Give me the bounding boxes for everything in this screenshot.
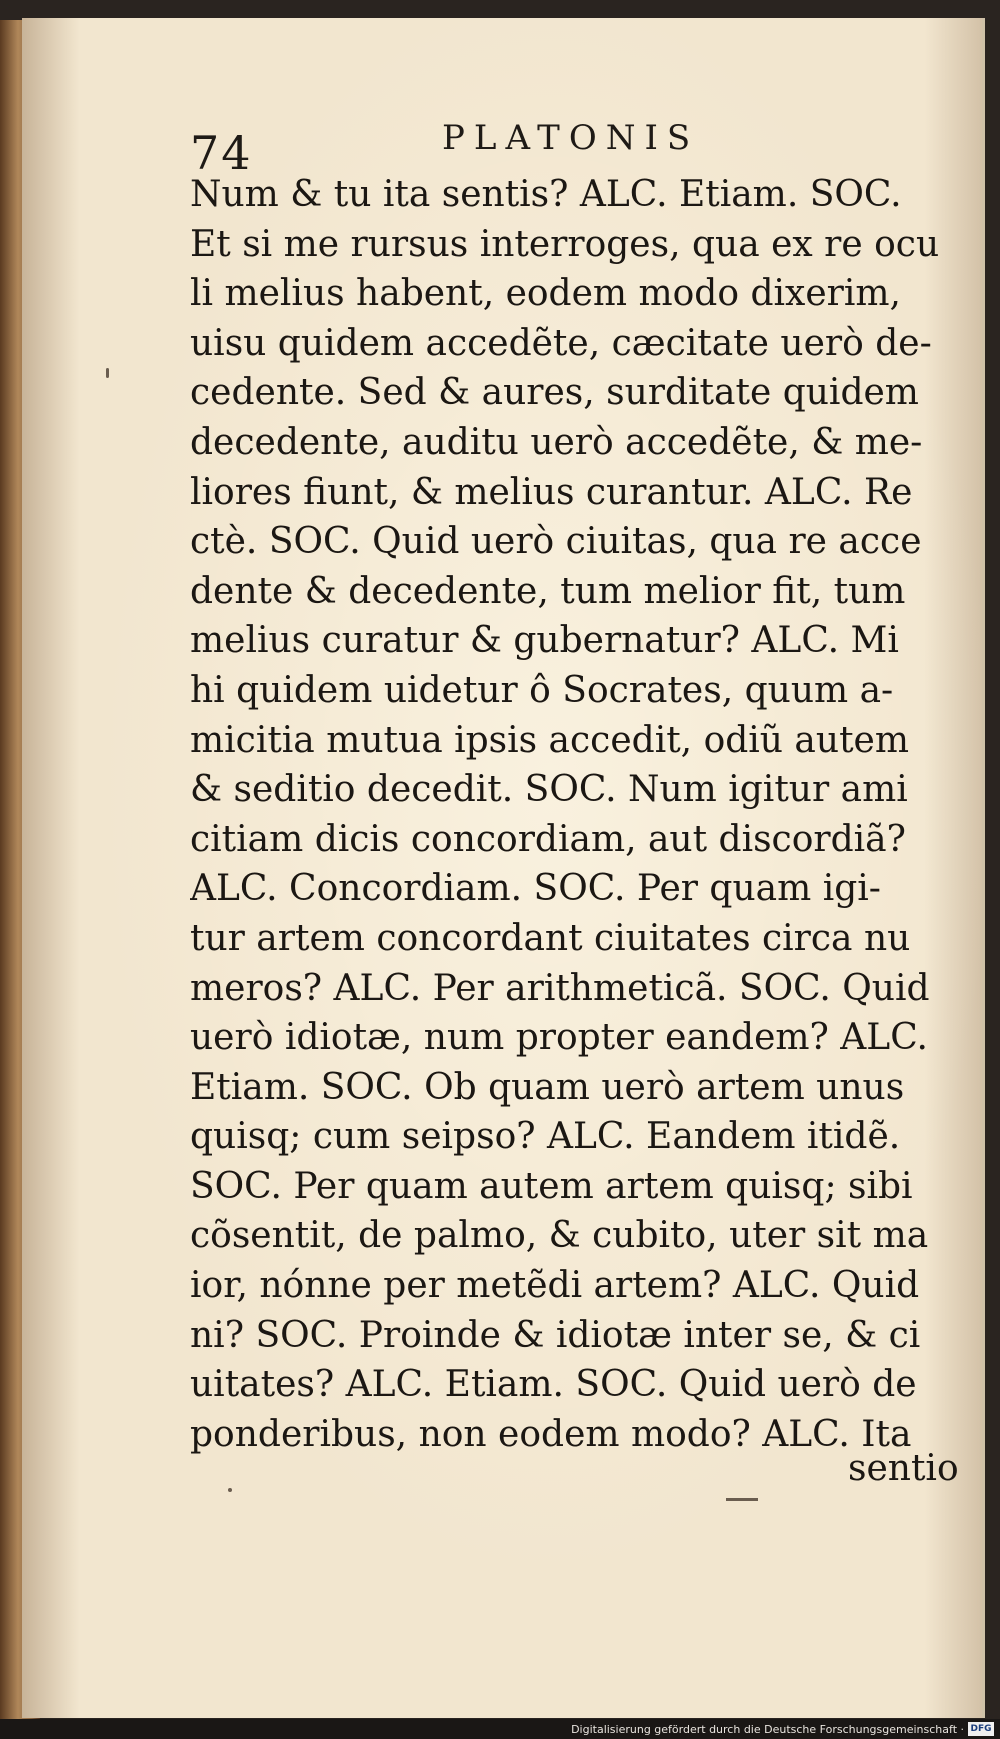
text-line: ni? SOC. Proinde & idiotæ inter se, & ci xyxy=(190,1314,921,1356)
text-line: meros? ALC. Per arithmeticã. SOC. Quid xyxy=(190,967,930,1009)
text-line: cõsentit, de palmo, & cubito, uter sit ma xyxy=(190,1215,929,1257)
text-line: ior, nónne per metẽdi artem? ALC. Quid xyxy=(190,1265,920,1307)
text-line: hi quidem uidetur ô Socrates, quum a- xyxy=(190,669,894,711)
text-line: citiam dicis concordiam, aut discordiã? xyxy=(190,818,906,860)
text-line: uerò idiotæ, num propter eandem? ALC. xyxy=(190,1017,928,1059)
text-line: quisq; cum seipso? ALC. Eandem itidẽ. xyxy=(190,1116,901,1158)
text-line: ponderibus, non eodem modo? ALC. Ita xyxy=(190,1413,912,1455)
text-line: SOC. Per quam autem artem quisq; sibi xyxy=(190,1165,913,1207)
text-line: decedente, auditu uerò accedẽte, & me- xyxy=(190,421,923,463)
text-line: Et si me rursus interroges, qua ex re ocu xyxy=(190,223,940,265)
ink-mark xyxy=(726,1498,758,1501)
text-line: uitates? ALC. Etiam. SOC. Quid uerò de xyxy=(190,1364,917,1406)
text-line: melius curatur & gubernatur? ALC. Mi xyxy=(190,620,899,662)
text-line: li melius habent, eodem modo dixerim, xyxy=(190,273,901,315)
ink-dot xyxy=(228,1488,232,1492)
text-line: Num & tu ita sentis? ALC. Etiam. SOC. xyxy=(190,174,902,215)
text-line: liores fiunt, & melius curantur. ALC. Re xyxy=(190,471,913,513)
text-line: tur artem concordant ciuitates circa nu xyxy=(190,917,911,959)
text-line: dente & decedente, tum melior fit, tum xyxy=(190,570,906,612)
text-line: cedente. Sed & aures, surditate quidem xyxy=(190,372,919,414)
catchword: sentio xyxy=(848,1448,959,1489)
text-block xyxy=(190,170,970,1459)
text-line: ALC. Concordiam. SOC. Per quam igi- xyxy=(190,868,881,910)
digitization-credit: Digitalisierung gefördert durch die Deutsche Forschungsgemeinschaft · xyxy=(571,1723,964,1736)
text-line: micitia mutua ipsis accedit, odiũ autem xyxy=(190,719,909,761)
footer-strip xyxy=(0,1719,1000,1739)
text-line: Etiam. SOC. Ob quam uerò artem unus xyxy=(190,1066,905,1108)
text-line: uisu quidem accedẽte, cæcitate uerò de- xyxy=(190,322,932,364)
book-page xyxy=(22,18,985,1718)
page-number: 74 xyxy=(190,126,253,180)
dfg-logo: DFG xyxy=(968,1722,994,1736)
text-line: & seditio decedit. SOC. Num igitur ami xyxy=(190,769,908,811)
ink-dot xyxy=(106,368,109,378)
text-line: ctè. SOC. Quid uerò ciuitas, qua re acce xyxy=(190,521,922,563)
running-head: PLATONIS xyxy=(442,118,700,158)
